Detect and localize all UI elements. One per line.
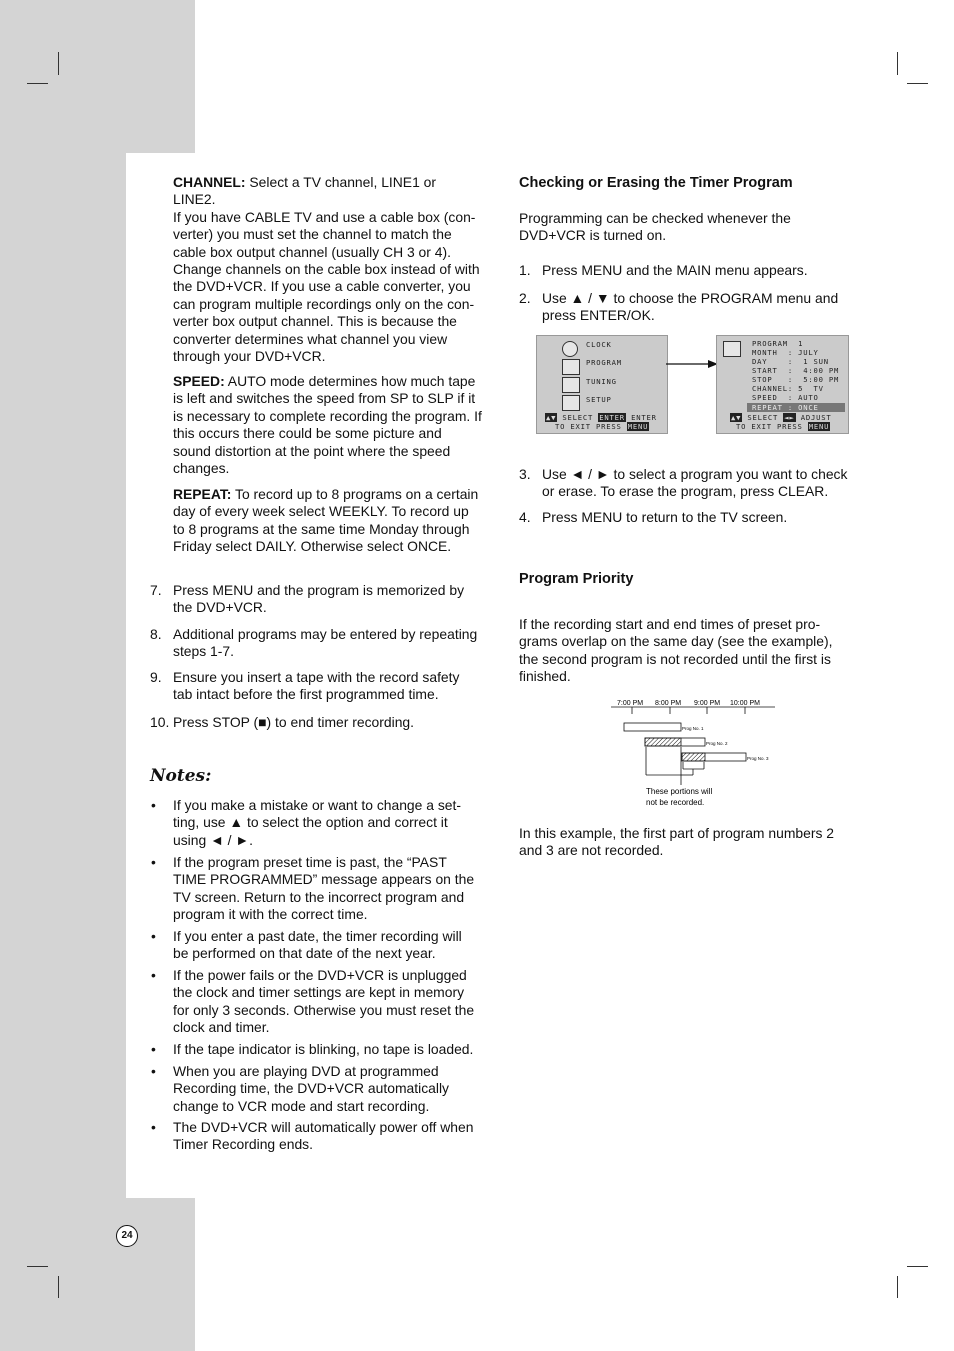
text-line: verter box output channel. This is because the (173, 313, 457, 330)
text-line: AUTO mode determines how much tape (224, 373, 476, 389)
text-line: changes. (173, 460, 230, 477)
crop-mark (58, 52, 59, 75)
crop-mark (907, 1266, 928, 1267)
note-item (173, 967, 503, 1037)
program-label: Prog No. 3 (747, 756, 769, 761)
osd-item: PROGRAM (586, 358, 622, 367)
text-line: TIME PROGRAMMED” message appears on the (173, 871, 475, 888)
text-line: the clock and timer settings are kept in memory (173, 984, 465, 1001)
text-line: press ENTER/OK. (542, 307, 655, 324)
osd-text: ADJUST (795, 413, 832, 422)
osd-key: ▲▼ (546, 413, 557, 422)
osd-highlight-line: REPEAT : ONCE (747, 403, 845, 412)
tuning-icon (562, 377, 580, 393)
text-line: cable box output channel (usually CH 3 or 4). (173, 243, 451, 260)
bullet: • (151, 797, 156, 813)
text-line: Additional programs may be entered by repeating (173, 626, 478, 642)
osd-footer (730, 413, 831, 422)
text-line: If the recording start and end times of preset pro- (519, 616, 821, 632)
text-line: Use ▲ / ▼ to choose the PROGRAM menu and (542, 290, 839, 306)
osd-text: SELECT (557, 413, 599, 422)
text-line: or erase. To erase the program, press CLEAR. (542, 483, 829, 500)
text-line: Friday select DAILY. Otherwise select ONCE. (173, 538, 452, 555)
text-line: using ◄ / ►. (173, 831, 254, 848)
step-10 (173, 714, 503, 731)
text-line: is left and switches the speed from SP to SLP if it (173, 390, 476, 407)
osd-line: CHANNEL: 5 TV (752, 384, 824, 393)
text-line: If you make a mistake or want to change a set- (173, 797, 461, 813)
text-line: the DVD+VCR. (173, 599, 267, 616)
arrow-right-icon (666, 358, 718, 370)
text-line: and 3 are not recorded. (519, 842, 664, 859)
osd-footer (736, 422, 830, 431)
diagram-note: not be recorded. (646, 798, 705, 807)
note-item (173, 1119, 503, 1154)
bullet: • (151, 854, 156, 870)
crop-mark (58, 1276, 59, 1298)
text-line: steps 1-7. (173, 643, 234, 660)
intro-paragraph (519, 210, 859, 245)
text-line: to 8 programs at the same time Monday through (173, 520, 470, 537)
osd-key: ◄► (784, 413, 795, 422)
channel-paragraph (173, 174, 503, 365)
osd-program-screen (716, 335, 849, 434)
time-label: 7:00 PM (617, 700, 644, 707)
text-line: Press MENU and the MAIN menu appears. (542, 262, 808, 278)
text-line: grams overlap on the same day (see the example), (519, 633, 833, 650)
osd-line: PROGRAM 1 (752, 339, 804, 348)
gray-margin-bottom (0, 1198, 195, 1351)
text-line: the DVD+VCR. If you use a cable converter, you (173, 278, 471, 295)
crop-mark (907, 83, 928, 84)
text-line: If you enter a past date, the timer recording will (173, 928, 462, 944)
osd-footer (545, 413, 657, 422)
osd-line: SPEED : AUTO (752, 393, 819, 402)
text-line: day of every week select WEEKLY. To record up (173, 503, 469, 520)
text-line: can program multiple recordings only on the con- (173, 295, 475, 312)
setup-icon (562, 395, 580, 411)
program-priority-diagram (608, 695, 780, 815)
program-icon (723, 341, 741, 357)
gray-margin-left (0, 153, 126, 1198)
text-line: through your DVD+VCR. (173, 348, 326, 365)
text-line: tab intact before the first programmed time. (173, 686, 439, 703)
text-line: for only 3 seconds. Otherwise you must reset the (173, 1001, 475, 1018)
osd-line: MONTH : JULY (752, 348, 819, 357)
note-item (173, 1041, 503, 1058)
step-number: 3. (519, 466, 531, 482)
step-2 (542, 290, 862, 325)
text-line: Select a TV channel, LINE1 or (245, 174, 437, 190)
text-line: be performed on that date of the next year. (173, 945, 436, 962)
step-4 (542, 509, 862, 526)
program-bar-1 (624, 723, 681, 731)
bullet: • (151, 1119, 156, 1135)
step-number: 10. (150, 714, 170, 730)
text-line: The DVD+VCR will automatically power off when (173, 1119, 474, 1135)
osd-key: ▲▼ (731, 413, 742, 422)
bullet: • (151, 1063, 156, 1079)
step-number: 1. (519, 262, 531, 278)
note-item (173, 797, 503, 849)
note-item (173, 1063, 503, 1115)
time-label: 8:00 PM (655, 700, 682, 707)
text-line: If the power fails or the DVD+VCR is unplugged (173, 967, 467, 983)
text-line: If the program preset time is past, the “PAST (173, 854, 447, 870)
text-line: ting, use ▲ to select the option and correct it (173, 814, 448, 831)
step-1 (542, 262, 862, 279)
step-number: 8. (150, 626, 162, 642)
osd-key: MENU (808, 422, 830, 431)
osd-line: STOP : 5:00 PM (752, 375, 840, 384)
step-number: 7. (150, 582, 162, 598)
repeat-label: REPEAT: (173, 486, 232, 502)
section-heading-priority: Program Priority (519, 571, 634, 587)
text-line: TV screen. Return to the incorrect program and (173, 888, 465, 905)
speed-paragraph (173, 373, 503, 477)
section-heading-checking: Checking or Erasing the Timer Program (519, 175, 793, 191)
text-line: program it with the correct time. (173, 906, 368, 923)
crop-mark (897, 52, 898, 75)
bullet: • (151, 1041, 156, 1057)
note-item (173, 928, 503, 963)
osd-footer (555, 422, 649, 431)
text-line: change to VCR mode and start recording. (173, 1097, 430, 1114)
step-7 (173, 582, 503, 617)
program-label: Prog No. 1 (682, 726, 704, 731)
time-label: 10:00 PM (730, 700, 760, 707)
text-line: When you are playing DVD at programmed (173, 1063, 439, 1079)
text-line: Use ◄ / ► to select a program you want to check (542, 466, 848, 482)
osd-main-menu (536, 335, 668, 434)
step-number: 2. (519, 290, 531, 306)
unrecorded-portion (682, 753, 705, 761)
repeat-paragraph (173, 486, 503, 556)
diagram-note: These portions will (646, 787, 713, 796)
text-line: Press MENU to return to the TV screen. (542, 509, 788, 525)
text-line: DVD+VCR is turned on. (519, 227, 667, 244)
bullet: • (151, 928, 156, 944)
priority-paragraph (519, 616, 859, 686)
program-icon (562, 359, 580, 375)
text-line: Programming can be checked whenever the (519, 210, 791, 226)
crop-mark (27, 83, 48, 84)
text-line: Change channels on the cable box instead of with (173, 261, 480, 278)
osd-line: START : 4:00 PM (752, 366, 840, 375)
text-line: Press MENU and the program is memorized by (173, 582, 465, 598)
osd-item: SETUP (586, 395, 612, 404)
time-label: 9:00 PM (694, 700, 721, 707)
text-line: the second program is not recorded until the first is (519, 650, 831, 667)
unrecorded-portion (645, 738, 681, 746)
text-line: this occurs there could be some picture and (173, 425, 442, 442)
program-label: Prog No. 2 (706, 741, 728, 746)
text-line: If you have CABLE TV and use a cable box (con- (173, 208, 476, 225)
osd-item: CLOCK (586, 340, 612, 349)
channel-label: CHANNEL: (173, 174, 246, 190)
step-8 (173, 626, 503, 661)
text-line: Ensure you insert a tape with the record safety (173, 669, 460, 685)
clock-icon (562, 341, 578, 357)
step-number: 9. (150, 669, 162, 685)
text-line: clock and timer. (173, 1019, 270, 1036)
step-9 (173, 669, 503, 704)
text-line: Press STOP (■) to end timer recording. (173, 714, 415, 730)
notes-title: Notes: (150, 766, 212, 786)
text-line: converter determines what channel you view (173, 330, 448, 347)
crop-mark (897, 1276, 898, 1298)
step-3 (542, 466, 862, 501)
text-line: Recording time, the DVD+VCR automatically (173, 1080, 449, 1097)
osd-text: TO EXIT PRESS (736, 422, 808, 431)
text-line: In this example, the first part of program numbers 2 (519, 825, 834, 841)
text-line: If the tape indicator is blinking, no tape is loaded. (173, 1041, 474, 1057)
osd-text: TO EXIT PRESS (555, 422, 627, 431)
text-line: Timer Recording ends. (173, 1136, 313, 1153)
text-line: finished. (519, 668, 571, 685)
text-line: is necessary to complete recording the program. If (173, 407, 482, 424)
text-line: sound distortion at the point where the speed (173, 442, 451, 459)
crop-mark (27, 1266, 48, 1267)
bullet: • (151, 967, 156, 983)
gray-margin-top (0, 0, 195, 153)
note-item (173, 854, 503, 924)
text-line: To record up to 8 programs on a certain (231, 486, 479, 502)
speed-label: SPEED: (173, 373, 225, 389)
osd-item: TUNING (586, 377, 617, 386)
step-number: 4. (519, 509, 531, 525)
example-paragraph (519, 825, 859, 860)
osd-key: ENTER (599, 413, 625, 422)
osd-text: SELECT (742, 413, 784, 422)
page-number: 24 (116, 1225, 138, 1247)
osd-text: ENTER (625, 413, 657, 422)
osd-key: MENU (627, 422, 649, 431)
text-line: LINE2. (173, 191, 216, 208)
text-line: verter) you must set the channel to match the (173, 226, 452, 243)
osd-line: DAY : 1 SUN (752, 357, 829, 366)
